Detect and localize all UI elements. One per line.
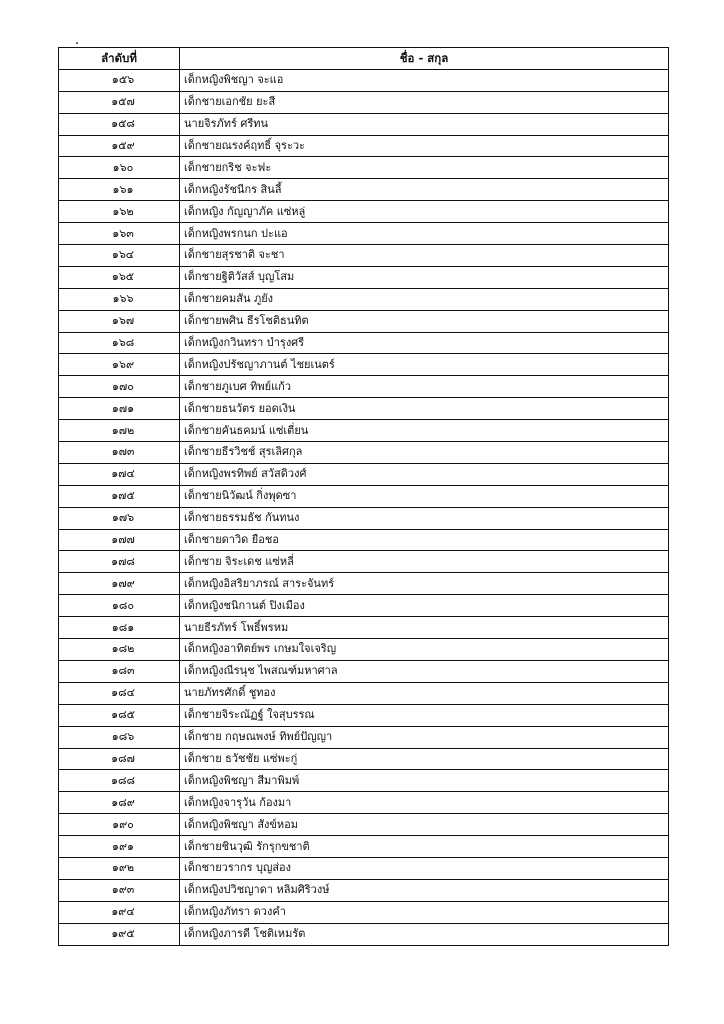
table-row [59,376,669,398]
scan-speck [76,42,78,44]
table-row [59,91,669,113]
row-full-name: เด็กหญิงชนิกานต์ ปิงเมือง [180,595,669,617]
row-full-name: เด็กชาย กฤษณพงษ์ ทิพย์ปัญญา [180,726,669,748]
row-full-name: เด็กหญิงกวินทรา บำรุงศรี [180,332,669,354]
row-order-number: ๑๖๑ [59,179,180,201]
row-order-number: ๑๘๓ [59,660,180,682]
table-row [59,288,669,310]
table-row [59,748,669,770]
row-order-number: ๑๘๔ [59,682,180,704]
row-order-number: ๑๘๑ [59,617,180,639]
table-row [59,879,669,901]
table-row [59,507,669,529]
row-full-name: นายธีรภัทร์ โพธิ์พรหม [180,617,669,639]
row-order-number: ๑๕๙ [59,135,180,157]
table-row [59,157,669,179]
row-full-name: นายจิรภัทร์ ศรีทน [180,113,669,135]
row-full-name: เด็กชายธรรมธัช กันทนง [180,507,669,529]
row-order-number: ๑๖๙ [59,354,180,376]
row-full-name: เด็กชายชินวุฒิ รักรุกขชาติ [180,836,669,858]
row-order-number: ๑๗๖ [59,507,180,529]
table-row [59,726,669,748]
row-full-name: เด็กชายภูเบศ ทิพย์แก้ว [180,376,669,398]
row-full-name: เด็กชายคมสัน ภูยัง [180,288,669,310]
name-list-table [58,47,669,946]
table-row [59,836,669,858]
table-row [59,857,669,879]
row-full-name: เด็กชายวรากร บุญส่อง [180,857,669,879]
table-row [59,310,669,332]
row-order-number: ๑๙๕ [59,923,180,945]
row-order-number: ๑๕๖ [59,69,180,91]
row-full-name: เด็กหญิง กัญญาภัค แซ่หลู่ [180,201,669,223]
row-full-name: เด็กหญิงอาทิตย์พร เกษมใจเจริญ [180,639,669,661]
table-row [59,792,669,814]
table-row [59,814,669,836]
row-full-name: เด็กชายธีรวิชช์ สุรเลิศกุล [180,442,669,464]
row-order-number: ๑๖๐ [59,157,180,179]
row-full-name: เด็กชายนิวัฒน์ กิ่งพุดซา [180,485,669,507]
row-order-number: ๑๘๘ [59,770,180,792]
row-full-name: เด็กชายจิระณัฏฐ์ ใจสุบรรณ [180,704,669,726]
table-row [59,201,669,223]
row-order-number: ๑๗๐ [59,376,180,398]
table-row [59,135,669,157]
header-order-number: ลำดับที่ [59,48,180,70]
table-row [59,573,669,595]
row-order-number: ๑๘๒ [59,639,180,661]
row-order-number: ๑๙๔ [59,901,180,923]
row-order-number: ๑๗๙ [59,573,180,595]
row-full-name: เด็กหญิงอิสริยาภรณ์ สาระจันทร์ [180,573,669,595]
table-row [59,245,669,267]
row-order-number: ๑๖๖ [59,288,180,310]
row-order-number: ๑๖๒ [59,201,180,223]
row-full-name: เด็กชายสุรชาติ จะชา [180,245,669,267]
row-full-name: เด็กหญิงปวิชญาดา หลิมศิริวงษ์ [180,879,669,901]
row-order-number: ๑๕๘ [59,113,180,135]
row-order-number: ๑๗๒ [59,420,180,442]
row-full-name: เด็กชาย จิระเดช แซ่หลี่ [180,551,669,573]
row-order-number: ๑๗๗ [59,529,180,551]
row-order-number: ๑๗๕ [59,485,180,507]
table-row [59,266,669,288]
row-full-name: เด็กหญิงภารดี โชติเหมรัต [180,923,669,945]
table-row [59,551,669,573]
row-order-number: ๑๘๗ [59,748,180,770]
row-full-name: เด็กชายณรงค์ฤทธิ์ จุระวะ [180,135,669,157]
row-full-name: เด็กหญิงรัชนีกร สินลี้ [180,179,669,201]
table-row [59,704,669,726]
table-row [59,485,669,507]
row-order-number: ๑๘๐ [59,595,180,617]
table-row [59,442,669,464]
row-order-number: ๑๙๒ [59,857,180,879]
row-order-number: ๑๙๑ [59,836,180,858]
row-full-name: เด็กชายฐิติวัสส์ บุญโสม [180,266,669,288]
row-full-name: เด็กหญิงพรทิพย์ สวัสดิวงศ์ [180,463,669,485]
table-body [59,69,669,945]
row-full-name: เด็กชายกริช จะฟะ [180,157,669,179]
table-row [59,682,669,704]
row-full-name: เด็กหญิงจารุวัน ก้องมา [180,792,669,814]
table-row [59,113,669,135]
row-full-name: นายภัทรศักดิ์ ชูทอง [180,682,669,704]
row-order-number: ๑๙๐ [59,814,180,836]
row-order-number: ๑๘๖ [59,726,180,748]
row-full-name: เด็กหญิงภัทรา ดวงคำ [180,901,669,923]
row-order-number: ๑๖๗ [59,310,180,332]
table-row [59,420,669,442]
table-row [59,901,669,923]
table-row [59,639,669,661]
row-order-number: ๑๗๘ [59,551,180,573]
table-row [59,354,669,376]
table-row [59,923,669,945]
row-order-number: ๑๘๕ [59,704,180,726]
header-full-name: ชื่อ - สกุล [180,48,669,70]
row-order-number: ๑๖๕ [59,266,180,288]
table-row [59,69,669,91]
table-row [59,223,669,245]
table-header-row [59,48,669,70]
row-full-name: เด็กหญิงพรกนก ปะแอ [180,223,669,245]
row-full-name: เด็กหญิงพิชญา จะแอ [180,69,669,91]
row-full-name: เด็กหญิงพิชญา สีมาพิมพ์ [180,770,669,792]
row-order-number: ๑๘๙ [59,792,180,814]
row-order-number: ๑๖๘ [59,332,180,354]
row-full-name: เด็กชายพศิน ธีรโชติธนทิต [180,310,669,332]
table-row [59,660,669,682]
row-order-number: ๑๗๑ [59,398,180,420]
row-order-number: ๑๙๓ [59,879,180,901]
row-order-number: ๑๗๔ [59,463,180,485]
row-order-number: ๑๖๔ [59,245,180,267]
table-row [59,770,669,792]
table-row [59,332,669,354]
row-full-name: เด็กชายธนวัตร ยอดเงิน [180,398,669,420]
row-full-name: เด็กหญิงณีรนุช ไพสณฑ์มหาศาล [180,660,669,682]
table-row [59,463,669,485]
table-row [59,595,669,617]
row-full-name: เด็กชายเอกชัย ยะสี [180,91,669,113]
row-full-name: เด็กชายดาวิด ยือชอ [180,529,669,551]
row-full-name: เด็กหญิงพิชญา สังข์หอม [180,814,669,836]
table-row [59,617,669,639]
row-order-number: ๑๕๗ [59,91,180,113]
table-row [59,179,669,201]
row-full-name: เด็กชายคันธคมน์ แซ่เตี่ยน [180,420,669,442]
row-order-number: ๑๗๓ [59,442,180,464]
row-full-name: เด็กหญิงปรัชญาภานต์ ไชยเนตร์ [180,354,669,376]
table-row [59,398,669,420]
table-row [59,529,669,551]
row-full-name: เด็กชาย ธวัชชัย แซ่พะกู่ [180,748,669,770]
row-order-number: ๑๖๓ [59,223,180,245]
